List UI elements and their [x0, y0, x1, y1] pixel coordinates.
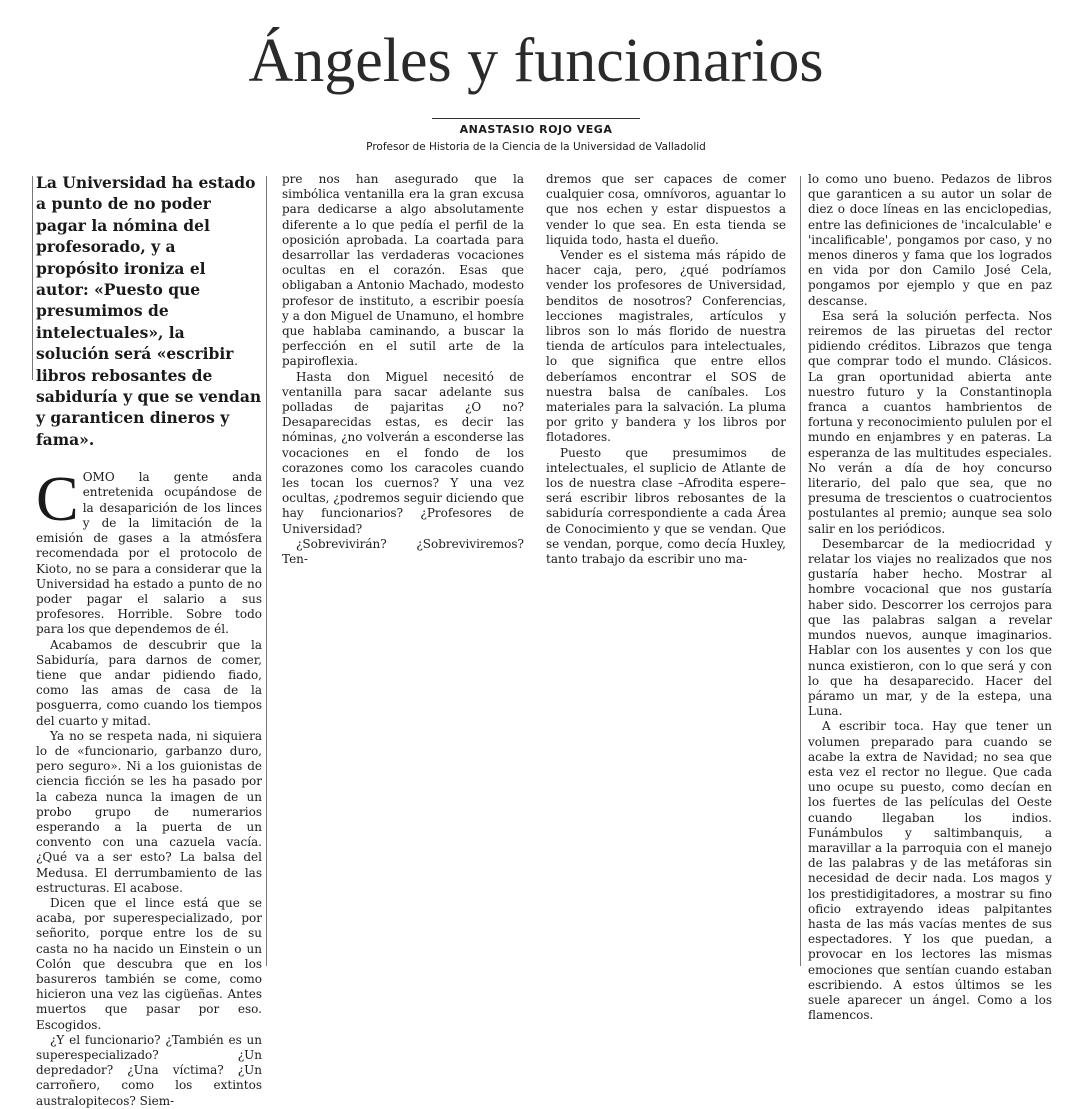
body-paragraph [36, 463, 262, 637]
column-separator [800, 176, 801, 966]
author-affiliation: Profesor de Historia de la Ciencia de la Universidad de Valladolid [366, 141, 706, 153]
body-paragraph: Vender es el sistema más rápido de hacer caja, pero, ¿qué podríamos vender los profesores de Universidad, benditos de nosotros? Conferencias, lecciones magistrales, artículos y libros son lo más florido de nuestra tienda de artículos para intelectuales, lo que significa que entre ellos deberíamos encontrar el SOS de nuestra balsa de caníbales. Los materiales para la salvación. La pluma por grito y bandera y los libros por flotadores. [546, 248, 786, 445]
body-paragraph: Puesto que presumimos de intelectuales, el suplicio de Atlante de los de nuestra clase –Afrodita espere– será escribir libros rebosantes de la sabiduría correspondiente a cada Área de Conocimiento y que se vendan. Que se vendan, porque, como decía Huxley, tanto trabajo da escribir uno ma- [546, 445, 786, 567]
column-separator [266, 176, 267, 966]
body-paragraph: ¿Y el funcionario? ¿También es un superespecializado? ¿Un depredador? ¿Una víctima? ¿Un carroñero, como los extintos australopitecos? Siem- [36, 1032, 262, 1108]
column-separator [32, 176, 33, 380]
article-column-1 [36, 172, 262, 1109]
body-paragraph: Esa será la solución perfecta. Nos reiremos de las piruetas del rector pidiendo créditos. Librazos que tenga que comprar todo el mundo. Clásicos. La gran oportunidad abierta ante nuestro futuro y la Constantinopla franca a cuantos hambrientos de fortuna y reconocimiento pululen por el mundo en enjambres y en pateras. La esperanza de las multitudes especiales. No verán a día de hoy concurso literario, del palo que sea, que no presuma de trescientos o cuatrocientos postulantes al premio; aunque sea solo salir en los periódicos. [808, 308, 1052, 536]
body-paragraph: Ya no se respeta nada, ni siquiera lo de «funcionario, garbanzo duro, pero seguro». Ni a los guionistas de ciencia ficción se les ha pasado por la cabeza nunca la imagen de un probo grupo de numerarios esperando a la puerta de un convento con una cazuela vacía. ¿Qué va a ser esto? La balsa del Medusa. El derrumbamiento de las estructuras. El acabose. [36, 728, 262, 895]
body-paragraph: dremos que ser capaces de comer cualquier cosa, omnívoros, aguantar lo que nos echen y estar dispuestos a vender lo que sea. En esta tienda se liquida todo, hasta el dueño. [546, 172, 786, 247]
body-paragraph: A escribir toca. Hay que tener un volumen preparado para cuando se acabe la extra de Navidad; no sea que esta vez el rector no llegue. Que cada uno ocupe su puesto, como decían en los fuertes de las películas del Oeste cuando llegaban los indios. Funámbulos y saltimbanquis, a maravillar a la parroquia con el manejo de las palabras y de las metáforas sin necesidad de decir nada. Los magos y los prestidigitadores, a mostrar su fino oficio extrayendo ideas palpitantes hasta de las más vacías mentes de sus espectadores. Y los que puedan, a provocar en los lectores las mismas emociones que sentían cuando estaban escribiendo. A estos últimos se les suele aparecer un ángel. Como a los flamencos. [808, 719, 1052, 1023]
body-paragraph: lo como uno bueno. Pedazos de libros que garanticen a su autor un solar de diez o doce líneas en las enciclopedias, entre las definiciones de 'incalculable' e 'incalificable', pongamos por caso, y no menos dineros y fama que los logrados en vida por don Camilo José Cela, pongamos por ejemplo y que en paz descanse. [808, 172, 1052, 308]
lead-paragraph: La Universidad ha estado a punto de no poder pagar la nómina del profesorado, y a propósito ironiza el autor: «Puesto que presumimos de intelectuales», la solución será «escribir libros rebosantes de sabiduría y que se vendan y garanticen dineros y fama». [36, 173, 262, 449]
drop-cap: C [36, 463, 79, 535]
body-paragraph: Hasta don Miguel necesitó de ventanilla para sacar adelante sus polladas de pajaritas ¿O no? Desaparecidas estas, es decir las nóminas, ¿no volverán a esconderse las vocaciones en el fondo de los corazones como los caracoles cuando les tocan los cuernos? Y una vez ocultas, ¿podremos seguir diciendo que hay funcionarios? ¿Profesores de Universidad? [282, 369, 524, 536]
article-title: Ángeles y funcionarios [248, 27, 824, 95]
body-paragraph: ¿Sobrevivirán? ¿Sobreviviremos? Ten- [282, 536, 524, 567]
article-column-4 [808, 172, 1052, 1023]
article-column-3 [546, 172, 786, 567]
article-column-2 [282, 172, 524, 567]
body-paragraph: Dicen que el lince está que se acaba, por superespecializado, por señorito, porque entre los de su casta no ha nacido un Einstein o un Colón que descubra que en los basureros también se come, como hicieron una vez las cigüeñas. Antes muertos que pasar por eso. Escogidos. [36, 895, 262, 1032]
body-paragraph: Acabamos de descubrir que la Sabiduría, para darnos de comer, tiene que andar pidiendo fiado, como las amas de casa de la posguerra, como cuando los tiempos del cuarto y mitad. [36, 637, 262, 728]
author-name: ANASTASIO ROJO VEGA [459, 123, 613, 136]
body-paragraph: Desembarcar de la mediocridad y relatar los viajes no realizados que nos gustaría haber hecho. Mostrar al hombre vocacional que nos gustaría haber sido. Descorrer los cerrojos para que las palabras salgan a revelar mundos nuevos, aunque imaginarios. Hablar con los ausentes y con los que nunca existieron, con lo que será y con lo que ha desaparecido. Hacer del páramo un mar, y de la estepa, una Luna. [808, 536, 1052, 719]
body-paragraph: pre nos han asegurado que la simbólica ventanilla era la gran excusa para dedicarse a algo absolutamente diferente a lo que pedía el perfil de la oposición aprobada. La coartada para desarrollar las verdaderas vocaciones ocultas en el corazón. Esas que obligaban a Antonio Machado, modesto profesor de instituto, a escribir poesía y a don Miguel de Unamuno, el hombre que hablaba caminando, a buscar la perfección en el sutil arte de la papiroflexia. [282, 172, 524, 369]
body-text: OMO la gente anda entretenida ocupándose de la desaparición de los linces y de la limitación de la emisión de gases a la atmósfera recomendada por el protocolo de Kioto, no se para a considerar que la Universidad ha estado a punto de no poder pagar el salario a sus profesores. Horrible. Sobre todo para los que dependemos de él. [36, 470, 262, 637]
byline-rule [432, 118, 640, 119]
